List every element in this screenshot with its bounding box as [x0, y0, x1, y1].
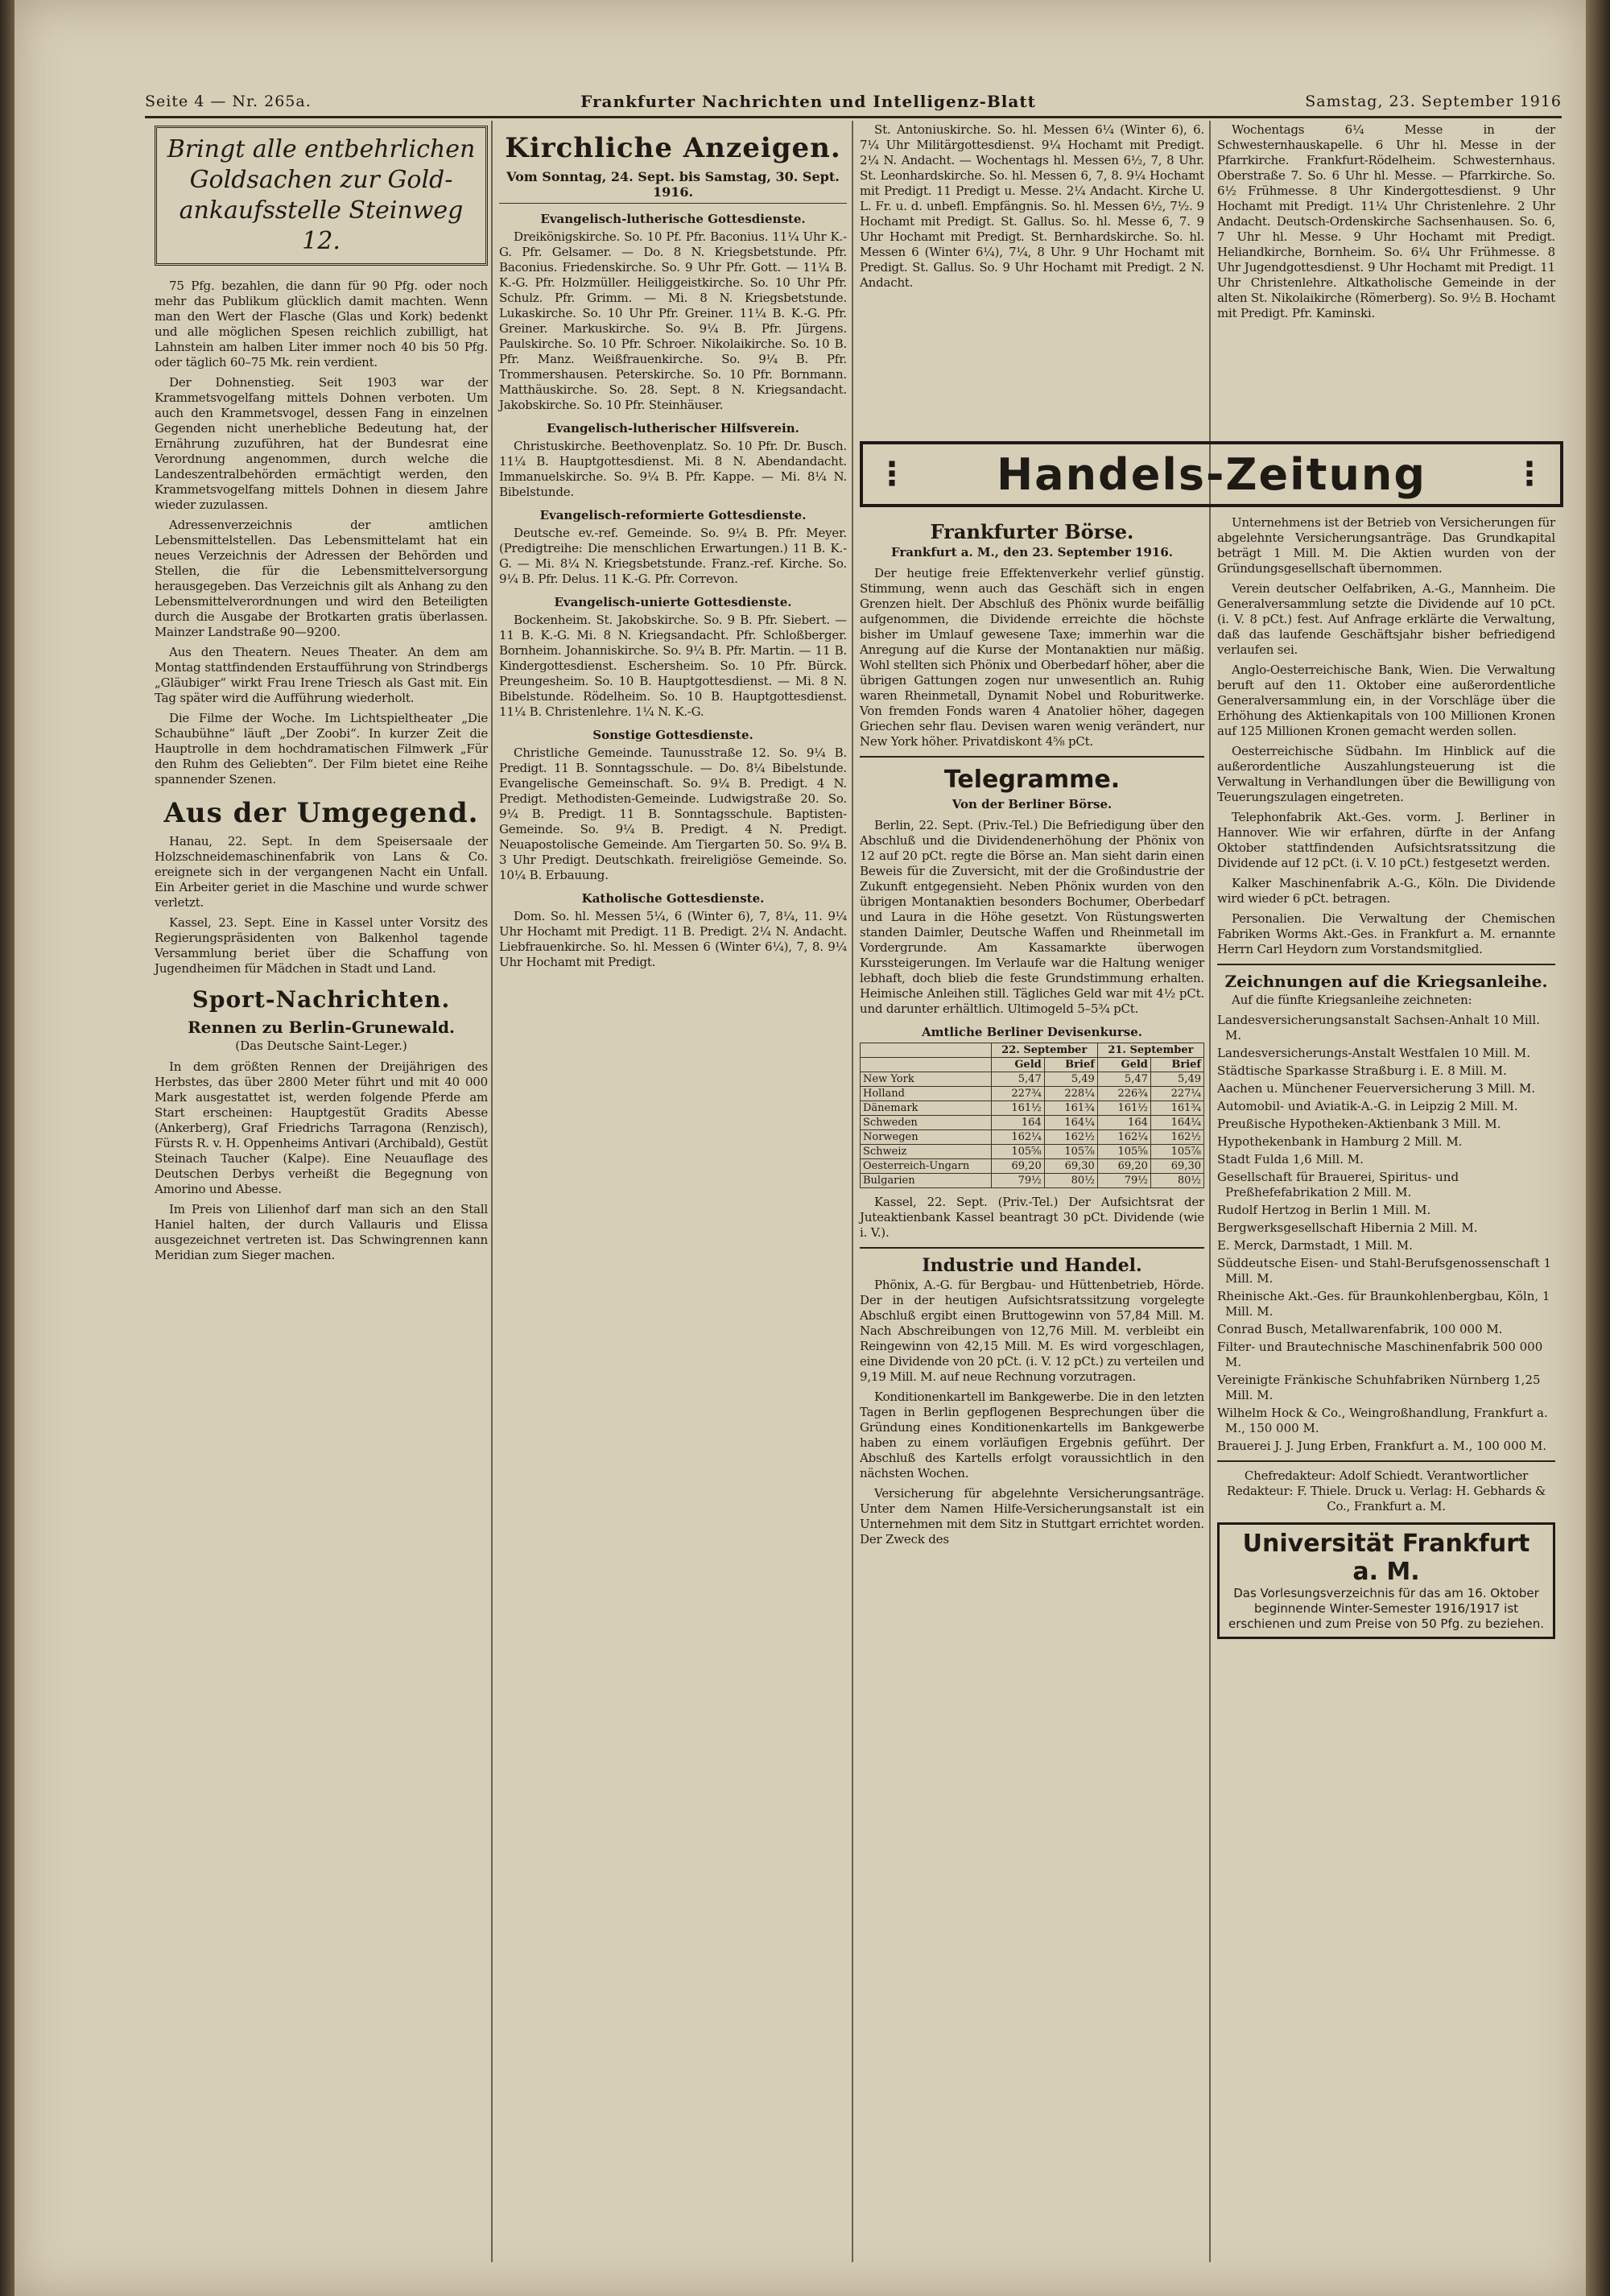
- war-loan-entry: Conrad Busch, Metallwarenfabrik, 100 000 M.: [1217, 1322, 1503, 1336]
- fx-cell: 69,30: [1150, 1159, 1203, 1174]
- fx-header-cell: Geld: [991, 1058, 1044, 1072]
- business-report: Kalker Maschinenfabrik A.-G., Köln. Die Dividende wird wieder 6 pCt. betragen.: [1217, 876, 1555, 906]
- business-report: Anglo-Oesterreichische Bank, Wien. Die Verwaltung beruft auf den 11. Oktober eine außerordentliche Generalversammlung ein, in der Vorschläge über die Erhöhung des Aktienkapitals von 100 Millionen Kronen auf 125 Millionen Kronen gemacht werden sollen.: [1217, 663, 1555, 738]
- fx-cell: 105⅞: [1044, 1145, 1097, 1159]
- sport-note: (Das Deutsche Saint-Leger.): [235, 1039, 407, 1053]
- business-report: Unternehmens ist der Betrieb von Versicherungen für abgelehnte Versicherungsanträge. Das Grundkapital beträgt 1 Mill. M. Die Aktien wurden von der Gründungsgesellschaft übernommen.: [1217, 515, 1555, 576]
- fx-table-title: Amtliche Berliner Devisenkurse.: [921, 1025, 1142, 1039]
- divider: [1217, 1460, 1555, 1462]
- war-loan-list: [1217, 1013, 1555, 1454]
- church-subhead: Evangelisch-lutherische Gottesdienste.: [540, 212, 806, 226]
- ad-line: ankaufsstelle Steinweg 12.: [179, 196, 464, 255]
- war-loan-entry: Bergwerksgesellschaft Hibernia 2 Mill. M.: [1217, 1220, 1478, 1235]
- fx-cell: 161¾: [1044, 1101, 1097, 1116]
- business-report: Telephonfabrik Akt.-Ges. vorm. J. Berliner in Hannover. Wie wir erfahren, dürfte in der Anfang Oktober stattfindenden Aufsichtsratssitzung die Dividende auf 12 pCt. (i. V. 10 pCt.) festgesetzt werden.: [1217, 810, 1555, 870]
- column-local-news: [155, 122, 488, 1268]
- fx-cell: 162½: [1150, 1130, 1203, 1145]
- war-loan-entry: Hypothekenbank in Hamburg 2 Mill. M.: [1217, 1134, 1463, 1149]
- fx-header-cell: [861, 1043, 992, 1058]
- war-loan-entry: Brauerei J. J. Jung Erben, Frankfurt a. M., 100 000 M.: [1217, 1439, 1547, 1453]
- war-loan-title: Zeichnungen auf die Kriegsanleihe.: [1224, 972, 1548, 991]
- column-church-continued-right: [1217, 122, 1555, 326]
- war-loan-entry: Gesellschaft für Brauerei, Spiritus- und Preßhefefabrikation 2 Mill. M.: [1217, 1170, 1459, 1200]
- church-listing: Christliche Gemeinde. Taunusstraße 12. So. 9¼ B. Predigt. 11 B. Sonntagsschule. — Do. 8¼ Bibelstunde. Evangelische Gemeinschaft. So. 9¼ B. Predigt. 4 N. Predigt. Methodisten-Gemeinde. Ludwigstraße 20. So. 9¼ B. Predigt. 11 B. Sonntagsschule. Baptisten-Gemeinde. So. 9¼ B. Predigt. 4 N. Predigt. Neuapostolische Gemeinde. Am Tiergarten 50. So. 9¼ B. 3 Uhr Predigt. Deutschkath. freireligiöse Gemeinde. So. 10¼ B. Erbauung.: [499, 745, 847, 882]
- fx-cell: 5,49: [1044, 1072, 1097, 1087]
- fx-cell: 79½: [1097, 1174, 1150, 1188]
- article-paragraph: Adressenverzeichnis der amtlichen Lebensmittelstellen. Das Lebensmittelamt hat ein neues Verzeichnis der Adressen der Behörden und Stellen, die für die Lebensmittelversorgung herausgegeben. Das Verzeichnis gilt als Anhang zu den Lebensmittelverordnungen und wird den Beteiligten durch die Ausgabe der Brotkarten gratis überlassen. Mainzer Landstraße 90—9200.: [155, 518, 488, 639]
- fx-cell: Dänemark: [861, 1101, 992, 1116]
- fx-cell: 5,47: [991, 1072, 1044, 1087]
- church-subhead: Evangelisch-reformierte Gottesdienste.: [539, 508, 807, 522]
- war-loan-entry: Vereinigte Fränkische Schuhfabriken Nürnberg 1,25 Mill. M.: [1217, 1373, 1541, 1402]
- business-report: Personalien. Die Verwaltung der Chemischen Fabriken Worms Akt.-Ges. in Frankfurt a. M. ernannte Herrn Carl Heydorn zum Vorstandsmitglied.: [1217, 911, 1555, 956]
- fx-cell: 164¼: [1044, 1116, 1097, 1130]
- article-paragraph: Die Filme der Woche. Im Lichtspieltheater „Die Schaubühne“ läuft „Der Zoobi“. In kurzer Zeit die Hauptrolle in dem hochdramatischen Filmwerk „Für den Ruhm des Geliebten“. Der Film bietet eine Reihe spannender Szenen.: [155, 711, 488, 787]
- fx-cell: Schweiz: [861, 1145, 992, 1159]
- fx-header-cell: 22. September: [991, 1043, 1097, 1058]
- fx-cell: Norwegen: [861, 1130, 992, 1145]
- church-subhead: Evangelisch-lutherischer Hilfsverein.: [547, 421, 799, 436]
- industry-report: Versicherung für abgelehnte Versicherungsanträge. Unter dem Namen Hilfe-Versicherungsanstalt ist ein Unternehmen mit dem Sitz in Stuttgart errichtet worden. Der Zweck des: [860, 1486, 1204, 1546]
- column-stock-exchange: [860, 515, 1204, 1552]
- war-loan-entry: Landesversicherungsanstalt Sachsen-Anhalt 10 Mill. M.: [1217, 1013, 1541, 1043]
- adjacent-page-edge: [1586, 0, 1610, 2296]
- header-date: Samstag, 23. September 1916: [1305, 93, 1562, 110]
- fx-cell: 69,20: [1097, 1159, 1150, 1174]
- war-loan-entry: Städtische Sparkasse Straßburg i. E. 8 Mill. M.: [1217, 1063, 1507, 1078]
- handels-zeitung-banner: [860, 441, 1563, 507]
- war-loan-entry: Preußische Hypotheken-Aktienbank 3 Mill. M.: [1217, 1117, 1501, 1131]
- fx-cell: New York: [861, 1072, 992, 1087]
- fx-cell: Oesterreich-Ungarn: [861, 1159, 992, 1174]
- boerse-date: Frankfurt a. M., den 23. September 1916.: [891, 545, 1173, 560]
- church-listing: Wochentags 6¼ Messe in der Schwesternhauskapelle. 6 Uhr hl. Messe in der Pfarrkirche. Frankfurt-Rödelheim. Schwesternhaus. Oberstraße 7. So. 6 Uhr hl. Messe. — Pfarrkirche. So. 6½ Frühmesse. 8 Uhr Kindergottesdienst. 9 Uhr Hochamt mit Predigt. 11¼ Uhr Christenlehre. 2 Uhr Andacht. Deutsch-Ordenskirche Sachsenhausen. So. 6, 7 Uhr hl. Messe. 9 Uhr Hochamt mit Predigt. Heliandkirche, Bornheim. So. 6¼ Uhr Frühmesse. 8 Uhr Jugendgottesdienst. 9 Uhr Hochamt mit Predigt. 11 Uhr Christenlehre. Altkatholische Gemeinde in der alten St. Nikolaikirche (Römerberg). So. 9½ B. Hochamt mit Predigt. Pfr. Kaminski.: [1217, 122, 1555, 320]
- telegrams-title: Telegramme.: [943, 766, 1121, 794]
- fx-cell: 5,49: [1150, 1072, 1203, 1087]
- article-paragraph: Hanau, 22. Sept. In dem Speisersaale der Holzschneidemaschinenfabrik von Lans & Co. ereignete sich in der vergangenen Nacht ein Unfall. Ein Arbeiter geriet in die Maschine und wurde schwer verletzt.: [155, 834, 488, 910]
- gold-collection-ad: [155, 126, 488, 266]
- article-paragraph: Aus den Theatern. Neues Theater. An dem am Montag stattfindenden Erstaufführung von Strindbergs „Gläubiger“ wirkt Frau Irene Triesch als Gast mit. Ein Tag später wird die Aufführung wiederholt.: [155, 645, 488, 705]
- fx-cell: 162¼: [991, 1130, 1044, 1145]
- fx-row: [861, 1159, 1204, 1174]
- fx-cell: 164: [991, 1116, 1044, 1130]
- header-page-number: Seite 4 — Nr. 265a.: [145, 93, 312, 110]
- church-date-range: Vom Sonntag, 24. Sept. bis Samstag, 30. Sept. 1916.: [499, 169, 847, 204]
- church-subhead: Katholische Gottesdienste.: [581, 891, 765, 906]
- fx-subheader-row: [861, 1058, 1204, 1072]
- war-loan-intro: Auf die fünfte Kriegsanleihe zeichneten:: [1232, 993, 1472, 1007]
- fx-header-cell: Brief: [1044, 1058, 1097, 1072]
- article-paragraph: 75 Pfg. bezahlen, die dann für 90 Pfg. oder noch mehr das Publikum glücklich damit machten. Wenn man den Wert der Flasche (Glas und Kork) bedenkt und alle möglichen Spesen reichlich zubilligt, hat Lahnstein am halben Liter immer noch 40 bis 50 Pfg. oder täglich 60–75 Mk. rein verdient.: [155, 279, 488, 370]
- industry-title: Industrie und Handel.: [922, 1255, 1142, 1276]
- fx-cell: Schweden: [861, 1116, 992, 1130]
- section-title-umgegend: Aus der Umgegend.: [163, 797, 479, 829]
- war-loan-entry: Automobil- und Aviatik-A.-G. in Leipzig 2 Mill. M.: [1217, 1099, 1518, 1113]
- newspaper-page: [14, 0, 1586, 2296]
- fx-row: [861, 1130, 1204, 1145]
- header-masthead: Frankfurter Nachrichten und Intelligenz-Blatt: [580, 92, 1036, 111]
- war-loan-entry: Wilhelm Hock & Co., Weingroßhandlung, Frankfurt a. M., 150 000 M.: [1217, 1406, 1548, 1435]
- industry-report: Phönix, A.-G. für Bergbau- und Hüttenbetrieb, Hörde. Der in der heutigen Aufsichtsratssitzung vorgelegte Abschluß ergibt einen Bruttogewinn von 57,84 Mill. M. Nach Abschreibungen von 12,76 Mill. M. verbleibt ein Reingewinn von 42,15 Mill. M. Es wird vorgeschlagen, eine Dividende von 20 pCt. (i. V. 12 pCt.) zu verteilen und 9,19 Mill. M. auf neue Rechnung vorzutragen.: [860, 1278, 1204, 1384]
- fx-cell: 228¼: [1044, 1087, 1097, 1101]
- fx-cell: 161¾: [1150, 1101, 1203, 1116]
- war-loan-entry: E. Merck, Darmstadt, 1 Mill. M.: [1217, 1238, 1413, 1253]
- fx-row: [861, 1087, 1204, 1101]
- church-listing: Deutsche ev.-ref. Gemeinde. So. 9¼ B. Pfr. Meyer. (Predigtreihe: Die menschlichen Erwartungen.) 11 B. K.-G. — Mi. 8¼ N. Kriegsbetstunde. Franz.-ref. Kirche. So. 9¼ B. Pfr. Delus. 11 K.-G. Pfr. Correvon.: [499, 526, 847, 586]
- article-paragraph: Der Dohnenstieg. Seit 1903 war der Krammetsvogelfang mittels Dohnen verboten. Um auch den Krammetsvogel, dessen Fang in einzelnen Gegenden nicht unerhebliche Bedeutung hat, der Ernährung zuzuführen, hat der Bundesrat eine Verordnung angenommen, durch welche die Landeszentralbehörden ermächtigt werden, den Krammetsvogelfang mittels Dohnen in diesem Jahre wieder zuzulassen.: [155, 375, 488, 512]
- university-ad-text: Das Vorlesungsverzeichnis für das am 16. Oktober beginnende Winter-Semester 1916/1917 ist erschienen und zum Preise von 50 Pfg. zu beziehen.: [1228, 1586, 1544, 1631]
- fx-header-cell: 21. September: [1097, 1043, 1203, 1058]
- church-subhead: Sonstige Gottesdienste.: [592, 728, 753, 742]
- column-rule: [491, 121, 493, 2262]
- ad-line: Goldsachen zur Gold-: [189, 166, 453, 194]
- war-loan-entry: Rheinische Akt.-Ges. für Braunkohlenbergbau, Köln, 1 Mill. M.: [1217, 1289, 1550, 1319]
- fx-header-row: [861, 1043, 1204, 1058]
- fx-cell: 161½: [1097, 1101, 1150, 1116]
- fx-row: [861, 1145, 1204, 1159]
- fx-cell: 227¾: [991, 1087, 1044, 1101]
- industry-report: Konditionenkartell im Bankgewerbe. Die in den letzten Tagen in Berlin gepflogenen Besprechungen über die Gründung eines Konditionenkartells im Bankgewerbe haben zu einem vorläufigen Ergebnis geführt. Der Abschluß des Kartells erfolgt voraussichtlich in den nächsten Wochen.: [860, 1390, 1204, 1480]
- church-listing: Dom. So. hl. Messen 5¼, 6 (Winter 6), 7, 8¼, 11. 9¼ Uhr Hochamt mit Predigt. 11 B. Predigt. 2¼ N. Andacht. Liebfrauenkirche. So. hl. Messen 6 (Winter 6¼), 7, 8. 9¼ Uhr Hochamt mit Predigt.: [499, 909, 847, 969]
- church-listing: Christuskirche. Beethovenplatz. So. 10 Pfr. Dr. Busch. 11¼ B. Hauptgottesdienst. Mi. 8 N. Abendandacht. Immanuelskirche. So. 9¼ B. Pfr. Kappe. — Mi. 8¼ N. Bibelstunde.: [499, 439, 847, 499]
- war-loan-entry: Süddeutsche Eisen- und Stahl-Berufsgenossenschaft 1 Mill. M.: [1217, 1256, 1552, 1286]
- article-paragraph: Kassel, 23. Sept. Eine in Kassel unter Vorsitz des Regierungspräsidenten von Balkenhol tagende Versammlung beriet über die Schaffung von Jugendheimen für Mädchen in Stadt und Land.: [155, 915, 488, 976]
- fx-cell: 162¼: [1097, 1130, 1150, 1145]
- fx-cell: 164: [1097, 1116, 1150, 1130]
- fx-row: [861, 1101, 1204, 1116]
- divider: [860, 1247, 1204, 1249]
- page-header: [145, 87, 1562, 118]
- banner-title: Handels-Zeitung: [996, 448, 1427, 500]
- article-paragraph: Im Preis von Lilienhof darf man sich an den Stall Haniel halten, der durch Vallauris und Elissa ausgezeichnet vertreten ist. Das Schwingrennen kann Meridian zum Sieger machen.: [155, 1202, 488, 1262]
- article-paragraph: In dem größten Rennen der Dreijährigen des Herbstes, das über 2800 Meter führt und mit 40 000 Mark ausgestattet ist, werden folgende Pferde am Start erscheinen: Hauptgestüt Gradits Abesse (Ankerberg), Graf Friedrichs Tarragona (Renzisch), Fürsts R. v. H. Oppenheims Antivari (Archibald), Gestüt Steinach Taucher (Kalpe). Eine Neuauflage des Deutschen Derbys verheißt die Begegnung von Amorino und Abesse.: [155, 1059, 488, 1196]
- war-loan-entry: Landesversicherungs-Anstalt Westfalen 10 Mill. M.: [1217, 1046, 1530, 1060]
- church-listing: Bockenheim. St. Jakobskirche. So. 9 B. Pfr. Siebert. — 11 B. K.-G. Mi. 8 N. Kriegsandacht. Pfr. Schloßberger. Bornheim. Johanniskirche. So. 9¼ B. Pfr. Martin. — 11 B. Kindergottesdienst. Eschersheim. So. 10 Pfr. Bürck. Preungesheim. So. 10 B. Hauptgottesdienst. — Mi. 8 N. Bibelstunde. Rödelheim. So. 10 B. Hauptgottesdienst. 11¼ B. Christenlehre. 1¼ N. K.-G.: [499, 613, 847, 719]
- fx-cell: 79½: [991, 1174, 1044, 1188]
- war-loan-entry: Stadt Fulda 1,6 Mill. M.: [1217, 1152, 1364, 1167]
- sport-subtitle: Rennen zu Berlin-Grunewald.: [188, 1018, 455, 1037]
- column-rule: [852, 121, 853, 2262]
- fx-cell: 105⅞: [1150, 1145, 1203, 1159]
- fx-table-body: [861, 1072, 1204, 1188]
- section-title-sport: Sport-Nachrichten.: [192, 986, 451, 1013]
- fx-cell: 227¼: [1150, 1087, 1203, 1101]
- telegrams-subtitle: Von der Berliner Börse.: [952, 797, 1113, 811]
- fx-cell: 5,47: [1097, 1072, 1150, 1087]
- fx-rates-table: [860, 1043, 1204, 1188]
- fx-cell: Holland: [861, 1087, 992, 1101]
- book-binding: [0, 0, 14, 2296]
- fx-cell: 162½: [1044, 1130, 1097, 1145]
- church-listing: Dreikönigskirche. So. 10 Pf. Pfr. Baconius. 11¼ Uhr K.-G. Pfr. Gelsamer. — Do. 8 N. Kriegsbetstunde. Pfr. Baconius. Friedenskirche. So. 9 Uhr Pfr. Gott. — 11¼ B. K.-G. Pfr. Holzmüller. Heiliggeistkirche. So. 10 Uhr Pfr. Schulz. Pfr. Grimm. — Mi. 8 N. Kriegsbetstunde. Lukaskirche. So. 10 Uhr Pfr. Greiner. 11¼ B. K.-G. Pfr. Greiner. Markuskirche. So. 9¼ B. Pfr. Jürgens. Paulskirche. So. 10 Pfr. Schroer. Nikolaikirche. So. 10 B. Pfr. Manz. Weißfrauenkirche. So. 9¼ B. Pfr. Trommershausen. Peterskirche. So. 10 Pfr. Bornmann. Matthäuskirche. So. 28. Sept. 8 N. Kriegsandacht. Jakobskirche. So. 10 Pfr. Steinhäuser.: [499, 229, 847, 412]
- church-subhead: Evangelisch-unierte Gottesdienste.: [554, 595, 792, 609]
- fx-cell: 161½: [991, 1101, 1044, 1116]
- imprint: Chefredakteur: Adolf Schiedt. Verantwortlicher Redakteur: F. Thiele. Druck u. Verlag: H. Gebhards & Co., Frankfurt a. M.: [1226, 1468, 1546, 1513]
- ad-line: Bringt alle entbehrlichen: [167, 135, 476, 163]
- university-ad-title: Universität Frankfurt a. M.: [1242, 1530, 1530, 1586]
- divider: [860, 756, 1204, 758]
- university-ad: [1217, 1522, 1555, 1639]
- banner-ornament: ⋮: [1513, 456, 1547, 493]
- fx-cell: 226¾: [1097, 1087, 1150, 1101]
- war-loan-entry: Filter- und Brautechnische Maschinenfabrik 500 000 M.: [1217, 1340, 1543, 1369]
- business-report: Oesterreichische Südbahn. Im Hinblick auf die außerordentliche Auszahlungsteuerung ist die Verwaltung in Verhandlungen über die Bewilligung von Teuerungszulagen eingetreten.: [1217, 744, 1555, 804]
- war-loan-entry: Rudolf Hertzog in Berlin 1 Mill. M.: [1217, 1203, 1431, 1217]
- column-church-continued: [860, 122, 1204, 295]
- fx-cell: 69,30: [1044, 1159, 1097, 1174]
- fx-cell: 105⅝: [1097, 1145, 1150, 1159]
- fx-row: [861, 1174, 1204, 1188]
- fx-cell: 80½: [1150, 1174, 1203, 1188]
- boerse-report: Der heutige freie Effektenverkehr verlief günstig. Stimmung, wenn auch das Geschäft sich in engen Grenzen hielt. Der Abschluß des Phönix wurde beifällig aufgenommen, die Dividende erreichte die höchste bisher im Umlauf gewesene Taxe; immerhin war die Anregung auf die Kurse der Montanaktien nur mäßig. Wohl stellten sich Phönix und Oberbedarf höher, aber die übrigen Gattungen zogen nur unwesentlich an. Ruhig waren Rheinmetall, Dynamit Nobel und Roburitwerke. Von fremden Fonds waren 4 Anatolier höher, dagegen Griechen sehr flau. Devisen waren wenig verändert, nur New York höher. Privatdiskont 4⅝ pCt.: [860, 566, 1204, 749]
- column-church-notices: [499, 122, 847, 975]
- fx-cell: 69,20: [991, 1159, 1044, 1174]
- war-loan-entry: Aachen u. Münchener Feuerversicherung 3 Mill. M.: [1217, 1081, 1536, 1096]
- boerse-title: Frankfurter Börse.: [930, 520, 1134, 543]
- fx-cell: 164¼: [1150, 1116, 1203, 1130]
- church-listing: St. Antoniuskirche. So. hl. Messen 6¼ (Winter 6), 6. 7¼ Uhr Militärgottesdienst. 9¼ Hochamt mit Predigt. 2¼ N. Andacht. — Wochentags hl. Messen 6½, 7, 8 Uhr. St. Leonhardskirche. So. hl. Messen 6, 7, 8. 9¼ Hochamt mit Predigt. 11 Predigt u. Messe. 2¼ Andacht. Kirche U. L. Fr. u. d. unbefl. Empfängnis. So. hl. Messen 6½, 7½. 9 Hochamt mit Predigt. St. Gallus. So. hl. Messe 6, 7. 9 Uhr Hochamt mit Predigt. St. Bernhardskirche. So. hl. Messen 6 (Winter 6¼), 7¼, 8 Uhr. 9 Uhr Hochamt mit Predigt. St. Gallus. So. 9 Uhr Hochamt mit Predigt. 2 N. Andacht.: [860, 122, 1204, 290]
- fx-header-cell: [861, 1058, 992, 1072]
- divider: [1217, 964, 1555, 965]
- fx-row: [861, 1072, 1204, 1087]
- fx-header-cell: Brief: [1150, 1058, 1203, 1072]
- business-report: Verein deutscher Oelfabriken, A.-G., Mannheim. Die Generalversammlung setzte die Dividende auf 10 pCt. (i. V. 8 pCt.) fest. Auf Anfrage erklärte die Verwaltung, daß das laufende Geschäftsjahr bisher befriedigend verlaufen sei.: [1217, 581, 1555, 657]
- kassel-report: Kassel, 22. Sept. (Priv.-Tel.) Der Aufsichtsrat der Juteaktienbank Kassel beantragt 30 pCt. Dividende (wie i. V.).: [860, 1195, 1204, 1240]
- fx-header-cell: Geld: [1097, 1058, 1150, 1072]
- banner-ornament: ⋮: [876, 456, 910, 493]
- column-business-news: [1217, 515, 1555, 1639]
- fx-cell: 80½: [1044, 1174, 1097, 1188]
- fx-cell: 105⅝: [991, 1145, 1044, 1159]
- section-title-kirchliche: Kirchliche Anzeigen.: [505, 132, 841, 164]
- telegram-report: Berlin, 22. Sept. (Priv.-Tel.) Die Befriedigung über den Abschluß und die Dividendenerhöhung der Phönix von 12 auf 20 pCt. regte die Börse an. Man sieht darin einen Beweis für die Zuversicht, mit der die Großindustrie der Zukunft entgegensieht. Neben Phönix wurden von den übrigen Montanaktien besonders Bochumer, Oberbedarf und Laura in die Höhe gesetzt. Von Rüstungswerten standen Daimler, Deutsche Waffen und Rheinmetall im Vordergrunde. Am Kassamarkte überwogen Kurssteigerungen. Im Verlaufe war die Haltung weniger lebhaft, doch blieb die feste Grundstimmung erhalten. Heimische Anleihen still. Tägliches Geld war mit 4½ pCt. und darunter erhältlich. Ultimogeld 5–5¾ pCt.: [860, 818, 1204, 1016]
- fx-cell: Bulgarien: [861, 1174, 992, 1188]
- fx-row: [861, 1116, 1204, 1130]
